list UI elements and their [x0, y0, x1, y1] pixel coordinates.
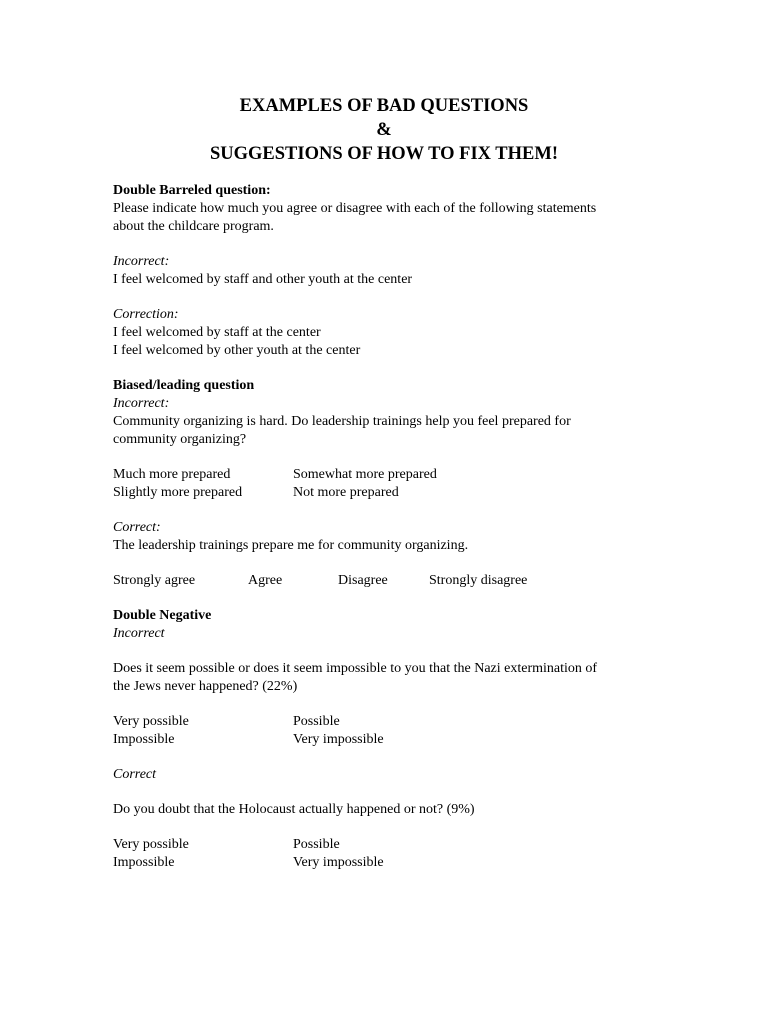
correct-label: Correct	[113, 767, 157, 782]
correct-label: Correct:	[113, 520, 161, 535]
option-item: Possible	[293, 837, 340, 852]
option-item: Impossible	[113, 732, 175, 747]
option-item: Not more prepared	[293, 485, 399, 500]
section-heading-biased: Biased/leading question	[113, 378, 255, 393]
option-item: Much more prepared	[113, 467, 231, 482]
option-row	[113, 466, 673, 484]
option-item: Very impossible	[293, 855, 384, 870]
example-text: I feel welcomed by other youth at the center	[113, 343, 361, 358]
paragraph-line: Does it seem possible or does it seem impossible to you that the Nazi extermination of	[113, 661, 598, 676]
paragraph-line: Community organizing is hard. Do leadership trainings help you feel prepared for	[113, 414, 571, 429]
paragraph-line: community organizing?	[113, 432, 247, 447]
title-ampersand: &	[376, 120, 392, 140]
paragraph-line: the Jews never happened? (22%)	[113, 679, 298, 694]
option-row	[113, 836, 673, 854]
document-body	[113, 182, 673, 872]
paragraph-line: Please indicate how much you agree or disagree with each of the following statements	[113, 201, 597, 216]
option-row	[113, 854, 673, 872]
option-item: Slightly more prepared	[113, 485, 243, 500]
option-item: Very possible	[113, 837, 189, 852]
option-row	[113, 731, 673, 749]
title-line-2: SUGGESTIONS OF HOW TO FIX THEM!	[210, 144, 558, 164]
scale-option: Strongly disagree	[429, 573, 528, 588]
option-row	[113, 484, 673, 502]
scale-option: Disagree	[338, 573, 388, 588]
option-item: Impossible	[113, 855, 175, 870]
example-text: Do you doubt that the Holocaust actually happened or not? (9%)	[113, 802, 475, 817]
document-title	[0, 94, 768, 166]
section-heading-double-barreled: Double Barreled question:	[113, 183, 271, 198]
option-item: Somewhat more prepared	[293, 467, 437, 482]
option-item: Possible	[293, 714, 340, 729]
example-text: The leadership trainings prepare me for community organizing.	[113, 538, 469, 553]
incorrect-label: Incorrect:	[113, 254, 170, 269]
example-text: I feel welcomed by staff at the center	[113, 325, 321, 340]
section-heading-double-negative: Double Negative	[113, 608, 212, 623]
correction-label: Correction:	[113, 307, 179, 322]
incorrect-label: Incorrect:	[113, 396, 170, 411]
option-row	[113, 713, 673, 731]
scale-option: Strongly agree	[113, 573, 196, 588]
incorrect-label: Incorrect	[113, 626, 165, 641]
option-item: Very possible	[113, 714, 189, 729]
example-text: I feel welcomed by staff and other youth at the center	[113, 272, 413, 287]
response-scale	[113, 572, 673, 590]
scale-option: Agree	[248, 573, 283, 588]
option-item: Very impossible	[293, 732, 384, 747]
title-line-1: EXAMPLES OF BAD QUESTIONS	[239, 96, 529, 116]
paragraph-line: about the childcare program.	[113, 219, 274, 234]
